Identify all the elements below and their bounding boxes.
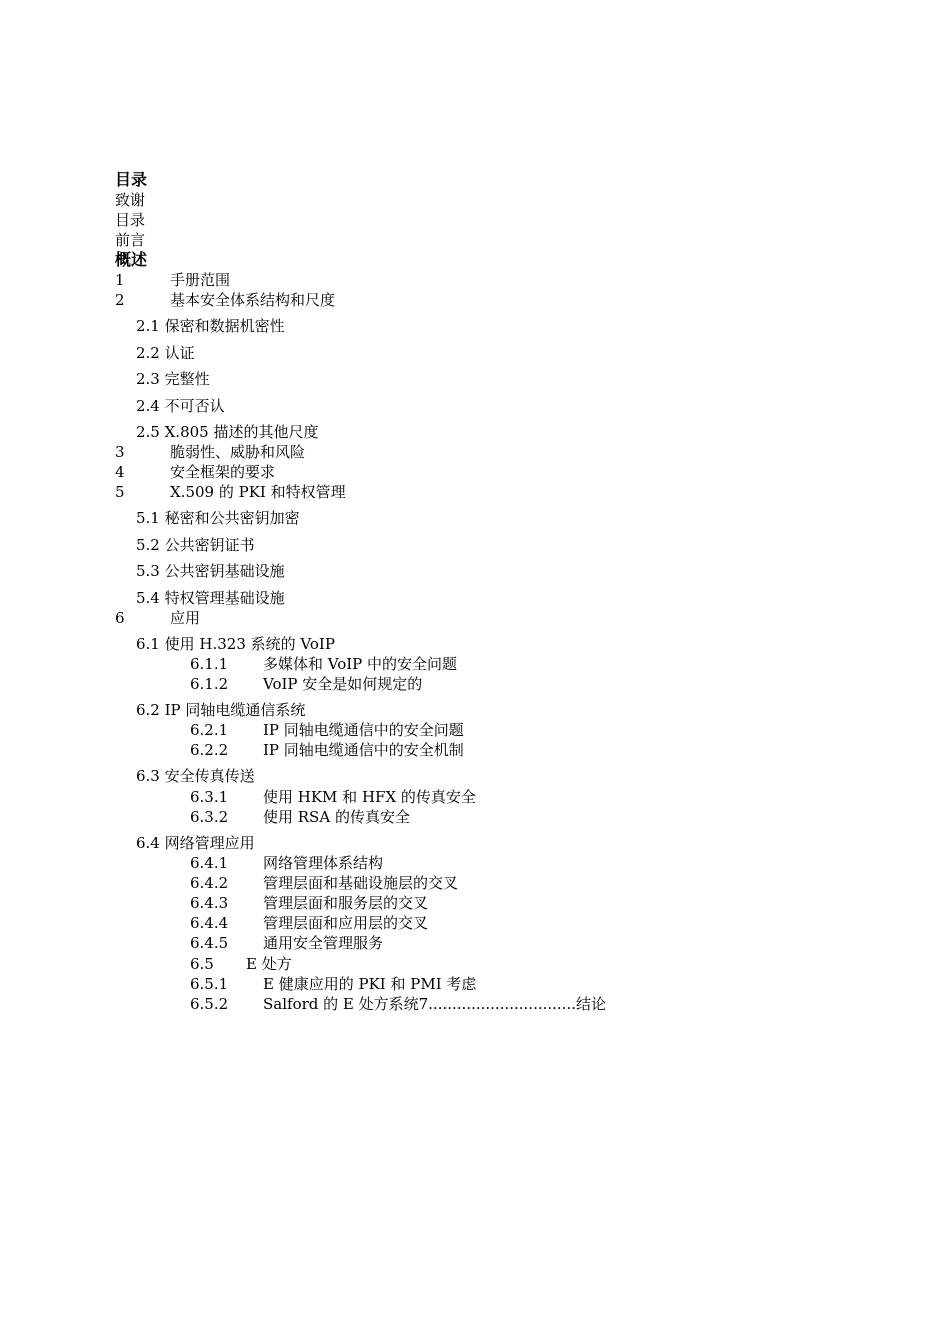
toc-subsection-number: 6.5 [190,955,214,973]
toc-section: 2.4 不可否认 [136,397,225,415]
toc-subsection-number: 6.1.2 [190,675,229,693]
toc-subsection-number: 6.5.1 [190,975,229,993]
toc-subsection-number: 6.4.2 [190,874,229,892]
toc-subsection-title: VoIP 安全是如何规定的 [263,675,423,693]
toc-subsection-number: 6.3.1 [190,788,229,806]
toc-entry-overview: 概述 [115,250,148,269]
toc-chapter-title: 基本安全体系结构和尺度 [170,291,336,309]
toc-entry-preface: 前言 [115,231,146,249]
toc-subsection-number: 6.4.5 [190,934,229,952]
toc-subsection-title: E 健康应用的 PKI 和 PMI 考虑 [263,975,477,993]
toc-section: 5.3 公共密钥基础设施 [136,562,285,580]
toc-subsection-title: 多媒体和 VoIP 中的安全问题 [263,655,458,673]
toc-chapter-number: 1 [115,271,125,289]
toc-section: 2.2 认证 [136,344,195,362]
toc-chapter-number: 5 [115,483,125,501]
toc-subsection-title: E 处方 [246,955,292,973]
toc-chapter-title: X.509 的 PKI 和特权管理 [170,483,346,501]
toc-subsection-title: 使用 RSA 的传真安全 [263,808,410,826]
toc-subsection-number: 6.3.2 [190,808,229,826]
toc-subsection-title: 管理层面和应用层的交叉 [263,914,429,932]
toc-chapter-title: 脆弱性、威胁和风险 [170,443,306,461]
toc-section: 6.3 安全传真传送 [136,767,255,785]
toc-chapter-title: 安全框架的要求 [170,463,276,481]
toc-section: 2.1 保密和数据机密性 [136,317,285,335]
toc-subsection-title: 管理层面和服务层的交叉 [263,894,429,912]
toc-section: 2.3 完整性 [136,370,210,388]
toc-subsection-number: 6.4.3 [190,894,229,912]
toc-chapter-title: 应用 [170,609,201,627]
toc-entry-contents: 目录 [115,211,146,229]
toc-section: 5.4 特权管理基础设施 [136,589,285,607]
toc-section: 2.5 X.805 描述的其他尺度 [136,423,319,441]
toc-section: 6.2 IP 同轴电缆通信系统 [136,701,306,719]
toc-subsection-number: 6.1.1 [190,655,229,673]
toc-subsection-number: 6.4.4 [190,914,229,932]
toc-subsection-title: 管理层面和基础设施层的交叉 [263,874,459,892]
toc-chapter-number: 4 [115,463,125,481]
toc-chapter-title: 手册范围 [170,271,231,289]
toc-entry-acknowledgements: 致谢 [115,191,146,209]
toc-subsection-title: Salford 的 E 处方系统7...............................结论 [263,995,606,1013]
toc-section: 6.4 网络管理应用 [136,834,255,852]
toc-chapter-number: 2 [115,291,125,309]
toc-section: 5.1 秘密和公共密钥加密 [136,509,300,527]
toc-subsection-number: 6.4.1 [190,854,229,872]
toc-subsection-title: 网络管理体系结构 [263,854,384,872]
toc-subsection-title: IP 同轴电缆通信中的安全机制 [263,741,464,759]
toc-subsection-number: 6.2.2 [190,741,229,759]
toc-subsection-title: IP 同轴电缆通信中的安全问题 [263,721,464,739]
toc-subsection-title: 通用安全管理服务 [263,934,384,952]
toc-heading: 目录 [115,170,148,189]
toc-section: 5.2 公共密钥证书 [136,536,255,554]
toc-chapter-number: 6 [115,609,125,627]
toc-subsection-number: 6.2.1 [190,721,229,739]
toc-section: 6.1 使用 H.323 系统的 VoIP [136,635,335,653]
toc-chapter-number: 3 [115,443,125,461]
toc-subsection-title: 使用 HKM 和 HFX 的传真安全 [263,788,476,806]
toc-subsection-number: 6.5.2 [190,995,229,1013]
